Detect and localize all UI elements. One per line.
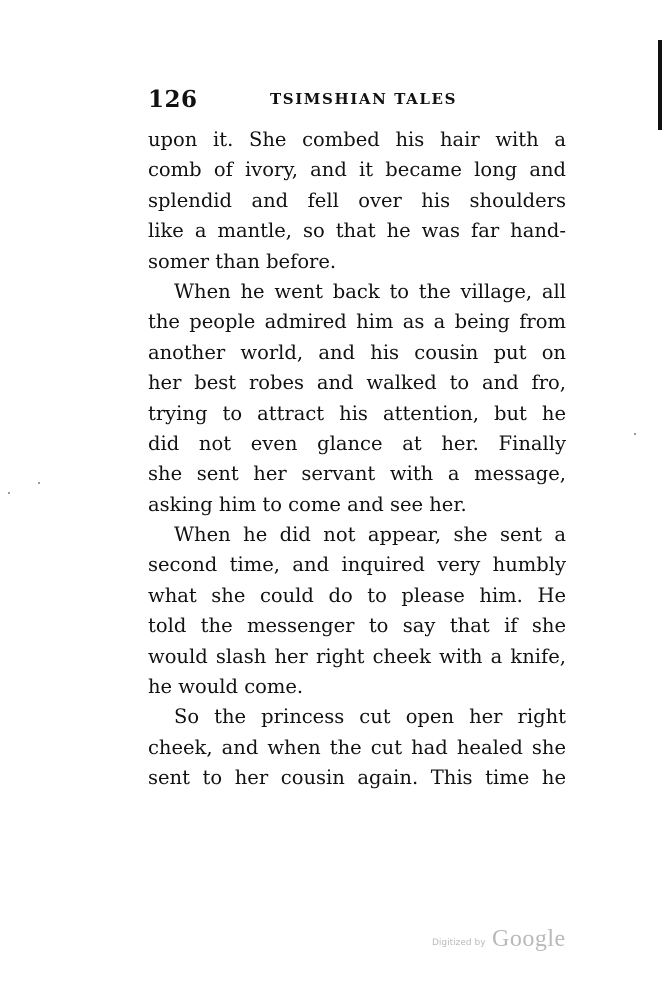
- google-logo: Google: [492, 926, 566, 952]
- text-line: what she could do to please him. He: [148, 583, 566, 607]
- text-line: When he went back to the village, all: [174, 279, 566, 303]
- text-line: second time, and inquired very humbly: [148, 553, 566, 577]
- text-line: trying to attract his attention, but he: [148, 401, 566, 425]
- text-line: he would come.: [148, 675, 304, 699]
- text-line: like a mantle, so that he was far hand-: [148, 219, 566, 243]
- text-line: she sent her servant with a message,: [148, 462, 566, 486]
- page-edge-shadow: [658, 40, 662, 130]
- paper-speck: [38, 482, 40, 484]
- paper-speck: [634, 433, 636, 435]
- text-line: the people admired him as a being from: [148, 310, 566, 334]
- text-line: somer than before.: [148, 249, 337, 273]
- paper-speck: [8, 492, 10, 494]
- page-number: 126: [148, 86, 198, 113]
- text-line: did not even glance at her. Finally: [148, 431, 566, 455]
- text-line: told the messenger to say that if she: [148, 614, 566, 638]
- text-line: would slash her right cheek with a knife,: [148, 644, 566, 668]
- text-line: upon it. She combed his hair with a: [148, 128, 566, 151]
- text-line: When he did not appear, she sent a: [174, 523, 566, 547]
- text-line: cheek, and when the cut had healed she: [148, 735, 566, 759]
- running-head: TSIMSHIAN TALES: [270, 90, 458, 108]
- text-line: her best robes and walked to and fro,: [148, 371, 566, 395]
- text-line: another world, and his cousin put on: [148, 340, 566, 364]
- text-line: So the princess cut open her right: [174, 705, 566, 729]
- text-line: comb of ivory, and it became long and: [148, 158, 566, 182]
- digitized-watermark: [432, 926, 582, 956]
- page-header: [148, 86, 568, 116]
- text-line: asking him to come and see her.: [148, 492, 467, 516]
- text-line: splendid and fell over his shoulders: [148, 188, 566, 212]
- text-line: sent to her cousin again. This time he: [148, 766, 566, 790]
- body-text: [148, 125, 566, 794]
- watermark-prefix: Digitized by: [432, 938, 486, 948]
